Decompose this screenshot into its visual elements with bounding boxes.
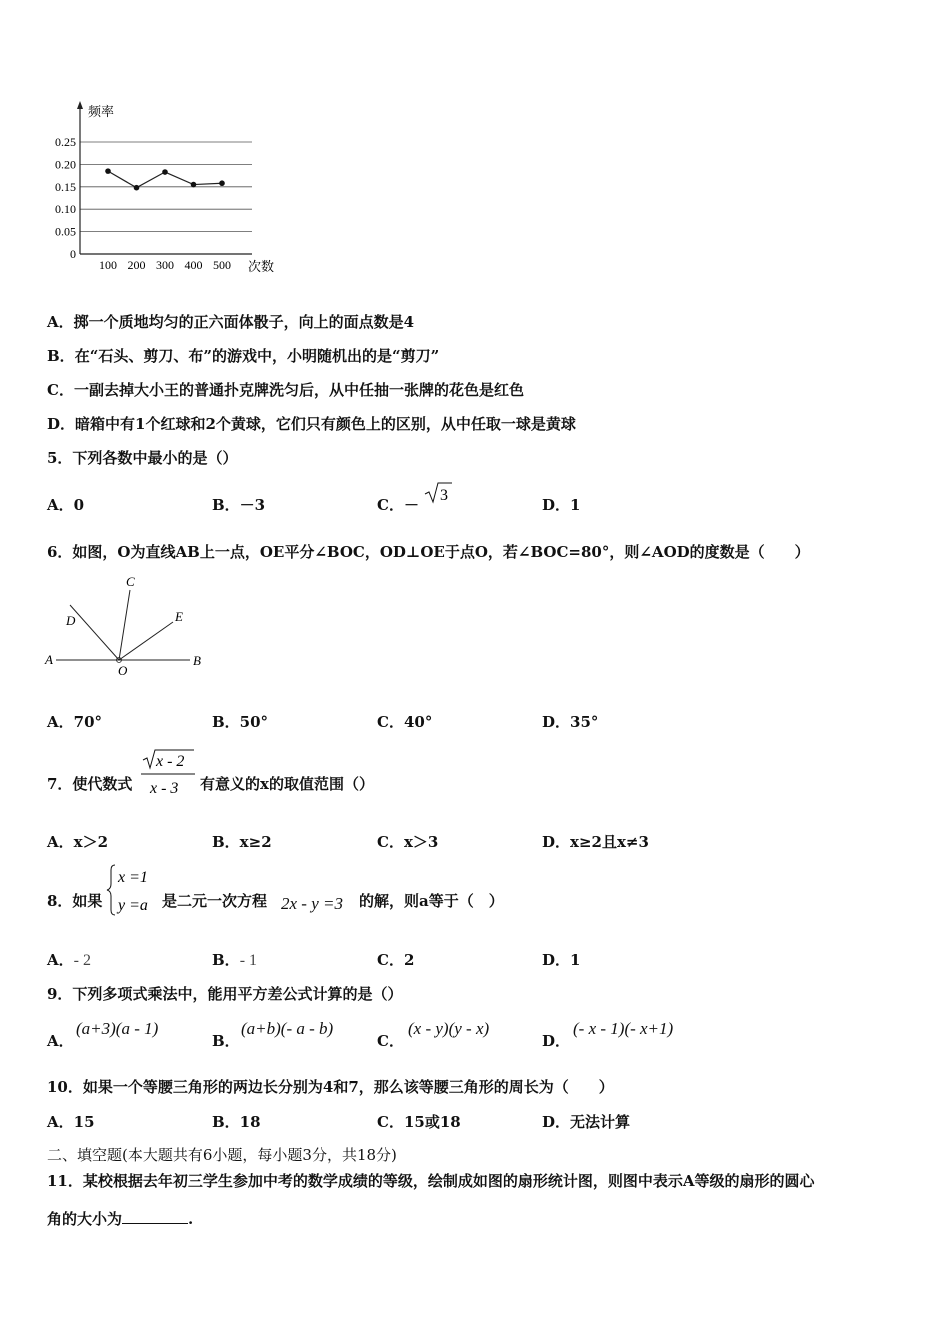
y-axis-arrow	[77, 101, 83, 109]
data-point	[219, 180, 225, 186]
q7-option-d: D．x≥2且x≠3	[542, 833, 649, 851]
q11-line2: 角的大小为 .	[47, 1210, 194, 1228]
q4-option-b: B．在“石头、剪刀、布”的游戏中，小明随机出的是“剪刀”	[47, 347, 440, 365]
svg-text:x - 3: x - 3	[150, 780, 179, 797]
frequency-line-chart	[40, 98, 290, 280]
q9-option-b: (a+b)(- a - b)	[241, 1019, 334, 1038]
q9-option-d: (- x - 1)(- x+1)	[573, 1019, 674, 1038]
q6-option-a: A．70°	[47, 713, 103, 731]
y-tick-label: 0	[70, 247, 76, 261]
q9-option-a: (a+3)(a - 1)	[76, 1019, 159, 1038]
q10-option-a: A．15	[47, 1113, 95, 1131]
q8-system	[106, 862, 164, 918]
q10-stem: 10．如果一个等腰三角形的两边长分别为4和7，那么该等腰三角形的周长为（ ）	[47, 1078, 614, 1096]
svg-text:3: 3	[440, 487, 448, 504]
q8-equation: 2x - y =3	[281, 894, 343, 913]
q5-stem: 5．下列各数中最小的是（）	[47, 449, 238, 467]
q8-option-d: D．1	[542, 951, 581, 969]
q11-answer-blank[interactable]	[122, 1209, 188, 1224]
y-tick-label: 0.10	[55, 202, 76, 217]
q7-option-b: B．x≥2	[212, 833, 272, 851]
fig-label-d: D	[66, 613, 76, 628]
q6-option-b: B．50°	[212, 713, 269, 731]
svg-text:x - 2: x - 2	[156, 753, 185, 770]
q7-prefix: 7．使代数式	[47, 775, 133, 793]
q5-option-c: C．－	[377, 496, 419, 514]
y-tick-label: 0.25	[55, 135, 76, 149]
q8-suffix: 的解，则a等于（ ）	[359, 892, 504, 910]
q10-option-c: C．15或18	[377, 1113, 461, 1131]
fig-label-c: C	[126, 574, 135, 589]
x-tick-label: 300	[156, 258, 174, 272]
q5-option-a: A．0	[47, 496, 85, 514]
svg-text:x =1: x =1	[118, 869, 148, 886]
q5-sqrt3	[423, 480, 453, 506]
data-point	[191, 182, 197, 188]
x-tick-label: 100	[99, 258, 117, 272]
q9-option-c: (x - y)(y - x)	[408, 1019, 490, 1038]
fig-label-e: E	[175, 609, 183, 624]
data-point	[134, 185, 140, 191]
fig-label-a: A	[45, 652, 53, 667]
y-tick-label: 0.05	[55, 224, 76, 239]
fig-label-b: B	[193, 653, 201, 668]
section-2-heading: 二、填空题(本大题共有6小题，每小题3分，共18分)	[47, 1146, 397, 1164]
x-tick-label: 400	[184, 258, 203, 272]
x-axis-label: 次数	[248, 259, 275, 274]
q9-option-d-label: D．	[542, 1032, 571, 1050]
q8-option-c: C．2	[377, 951, 415, 969]
data-point	[105, 168, 111, 174]
q9-option-a-label: A．	[47, 1032, 74, 1050]
q7-option-a: A．x＞2	[47, 833, 109, 851]
q10-option-d: D．无法计算	[542, 1113, 631, 1131]
q8-middle: 是二元一次方程	[162, 892, 268, 910]
q8-option-a: A．- 2	[47, 951, 91, 969]
q9-option-b-label: B．	[212, 1032, 240, 1050]
q7-fraction	[138, 746, 198, 800]
q6-option-c: C．40°	[377, 713, 433, 731]
q8-option-b: B．- 1	[212, 951, 258, 969]
x-tick-label: 200	[127, 258, 146, 272]
q8-prefix: 8．如果	[47, 892, 103, 910]
q10-option-b: B．18	[212, 1113, 261, 1131]
x-tick-label: 500	[213, 258, 231, 272]
q5-option-d: D．1	[542, 496, 581, 514]
q6-stem: 6．如图，O为直线AB上一点，OE平分∠BOC，OD⊥OE于点O，若∠BOC=80°，则∠AOD的度数是（ ）	[47, 543, 810, 561]
q11-line1: 11．某校根据去年初三学生参加中考的数学成绩的等级，绘制成如图的扇形统计图，则图中表示A等级的扇形的圆心	[47, 1172, 815, 1190]
svg-text:y =a: y =a	[118, 897, 148, 914]
q4-option-c: C．一副去掉大小王的普通扑克牌洗匀后，从中任抽一张牌的花色是红色	[47, 381, 524, 399]
y-tick-label: 0.15	[55, 179, 76, 194]
fig-label-o: O	[118, 663, 128, 678]
q4-option-d: D．暗箱中有1个红球和2个黄球，它们只有颜色上的区别，从中任取一球是黄球	[47, 415, 576, 433]
q9-option-c-label: C．	[377, 1032, 404, 1050]
q7-option-c: C．x＞3	[377, 833, 439, 851]
q5-option-b: B．－3	[212, 496, 266, 514]
data-point	[162, 169, 168, 175]
y-axis-label: 频率	[88, 104, 115, 119]
q6-angle-figure	[40, 570, 210, 682]
y-tick-label: 0.20	[55, 157, 76, 172]
q7-suffix: 有意义的x的取值范围（）	[200, 775, 374, 793]
q9-stem: 9．下列多项式乘法中，能用平方差公式计算的是（）	[47, 985, 403, 1003]
q4-option-a: A．掷一个质地均匀的正六面体骰子，向上的面点数是4	[47, 313, 415, 331]
q6-option-d: D．35°	[542, 713, 599, 731]
